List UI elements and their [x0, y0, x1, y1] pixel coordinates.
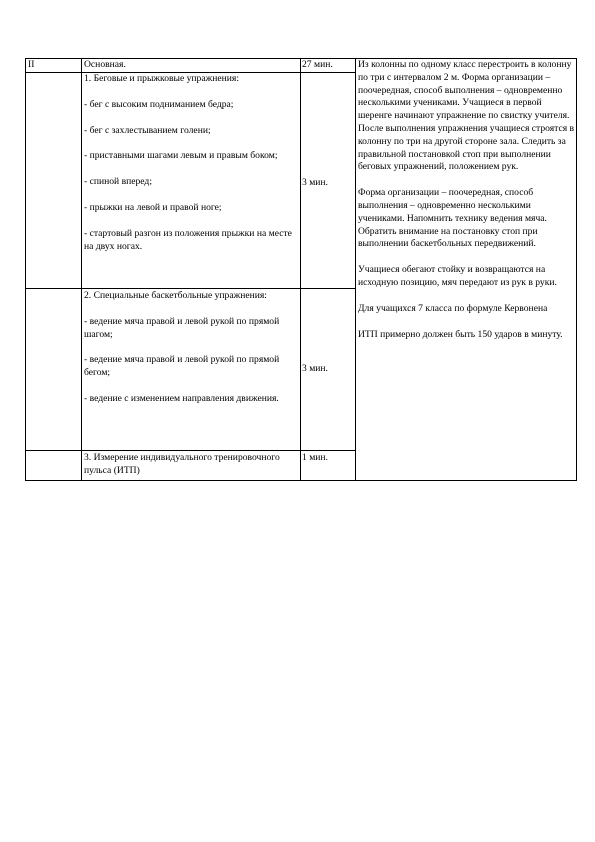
table-right-border — [576, 58, 577, 481]
section-duration: 27 мин. — [302, 59, 333, 70]
note-paragraph: Учащиеся обегают стойку и возвращаются на исходную позицию, мяч передают из рук в руки. — [358, 264, 557, 288]
list-item: - ведение с изменением направления движения. — [84, 392, 279, 404]
note-paragraph: ИТП примерно должен быть 150 ударов в минуту. — [358, 328, 563, 340]
row2-content — [84, 290, 298, 406]
list-item: - приставными шагами левым и правым боком; — [84, 150, 278, 162]
col-divider-3 — [355, 58, 356, 481]
section-number: II — [28, 59, 35, 70]
row1-duration: 3 мин. — [302, 177, 328, 188]
row2-duration: 3 мин. — [302, 363, 328, 374]
note-paragraph: Из колонны по одному класс перестроить в колонну по три с интервалом 2 м. Форма организации – поочередная, способ выполнения – одновременно несколькими учениками. Учащиеся в первой шеренге начинают упражнение по свистку учителя. После выполнения упражнения учащиеся строятся в колонну по три на другой стороне зала. Следить за правильной постановкой стоп при выполнении беговых упражнений, положением рук. — [358, 59, 575, 173]
col-divider-1 — [81, 58, 82, 481]
list-item: - бег с захлестыванием голени; — [84, 124, 211, 136]
note-paragraph: Для учащихся 7 класса по формуле Кервонена — [358, 302, 548, 314]
row1-content — [84, 73, 298, 253]
list-item: - бег с высоким подниманием бедра; — [84, 98, 234, 110]
row3-duration: 1 мин. — [302, 452, 328, 463]
section-title: Основная. — [84, 59, 126, 70]
list-item: - прыжки на левой и правой ноге; — [84, 201, 222, 213]
row3-content: 3. Измерение индивидуального тренировочного пульса (ИТП) — [84, 452, 280, 476]
list-item: - стартовый разгон из положения прыжки на месте на двух ногах. — [84, 227, 292, 252]
list-item: - ведение мяча правой и левой рукой по прямой бегом; — [84, 354, 280, 379]
note-paragraph: Форма организации – поочередная, способ выполнения – одновременно несколькими учениками. Напомнить технику ведения мяча. Обратить внимание на постановку стоп при выполнении баскетбольных передвижений. — [358, 187, 547, 250]
col-divider-2 — [300, 58, 301, 481]
row1-divider — [25, 288, 356, 289]
list-item: - ведение мяча правой и левой рукой по прямой шагом; — [84, 315, 280, 340]
table-left-border — [25, 58, 26, 481]
row1-heading: 1. Беговые и прыжковые упражнения: — [84, 73, 239, 84]
list-item: - спиной вперед; — [84, 176, 152, 188]
notes-column — [358, 59, 575, 341]
row2-divider — [25, 450, 356, 451]
row2-heading: 2. Специальные баскетбольные упражнения: — [84, 290, 267, 301]
